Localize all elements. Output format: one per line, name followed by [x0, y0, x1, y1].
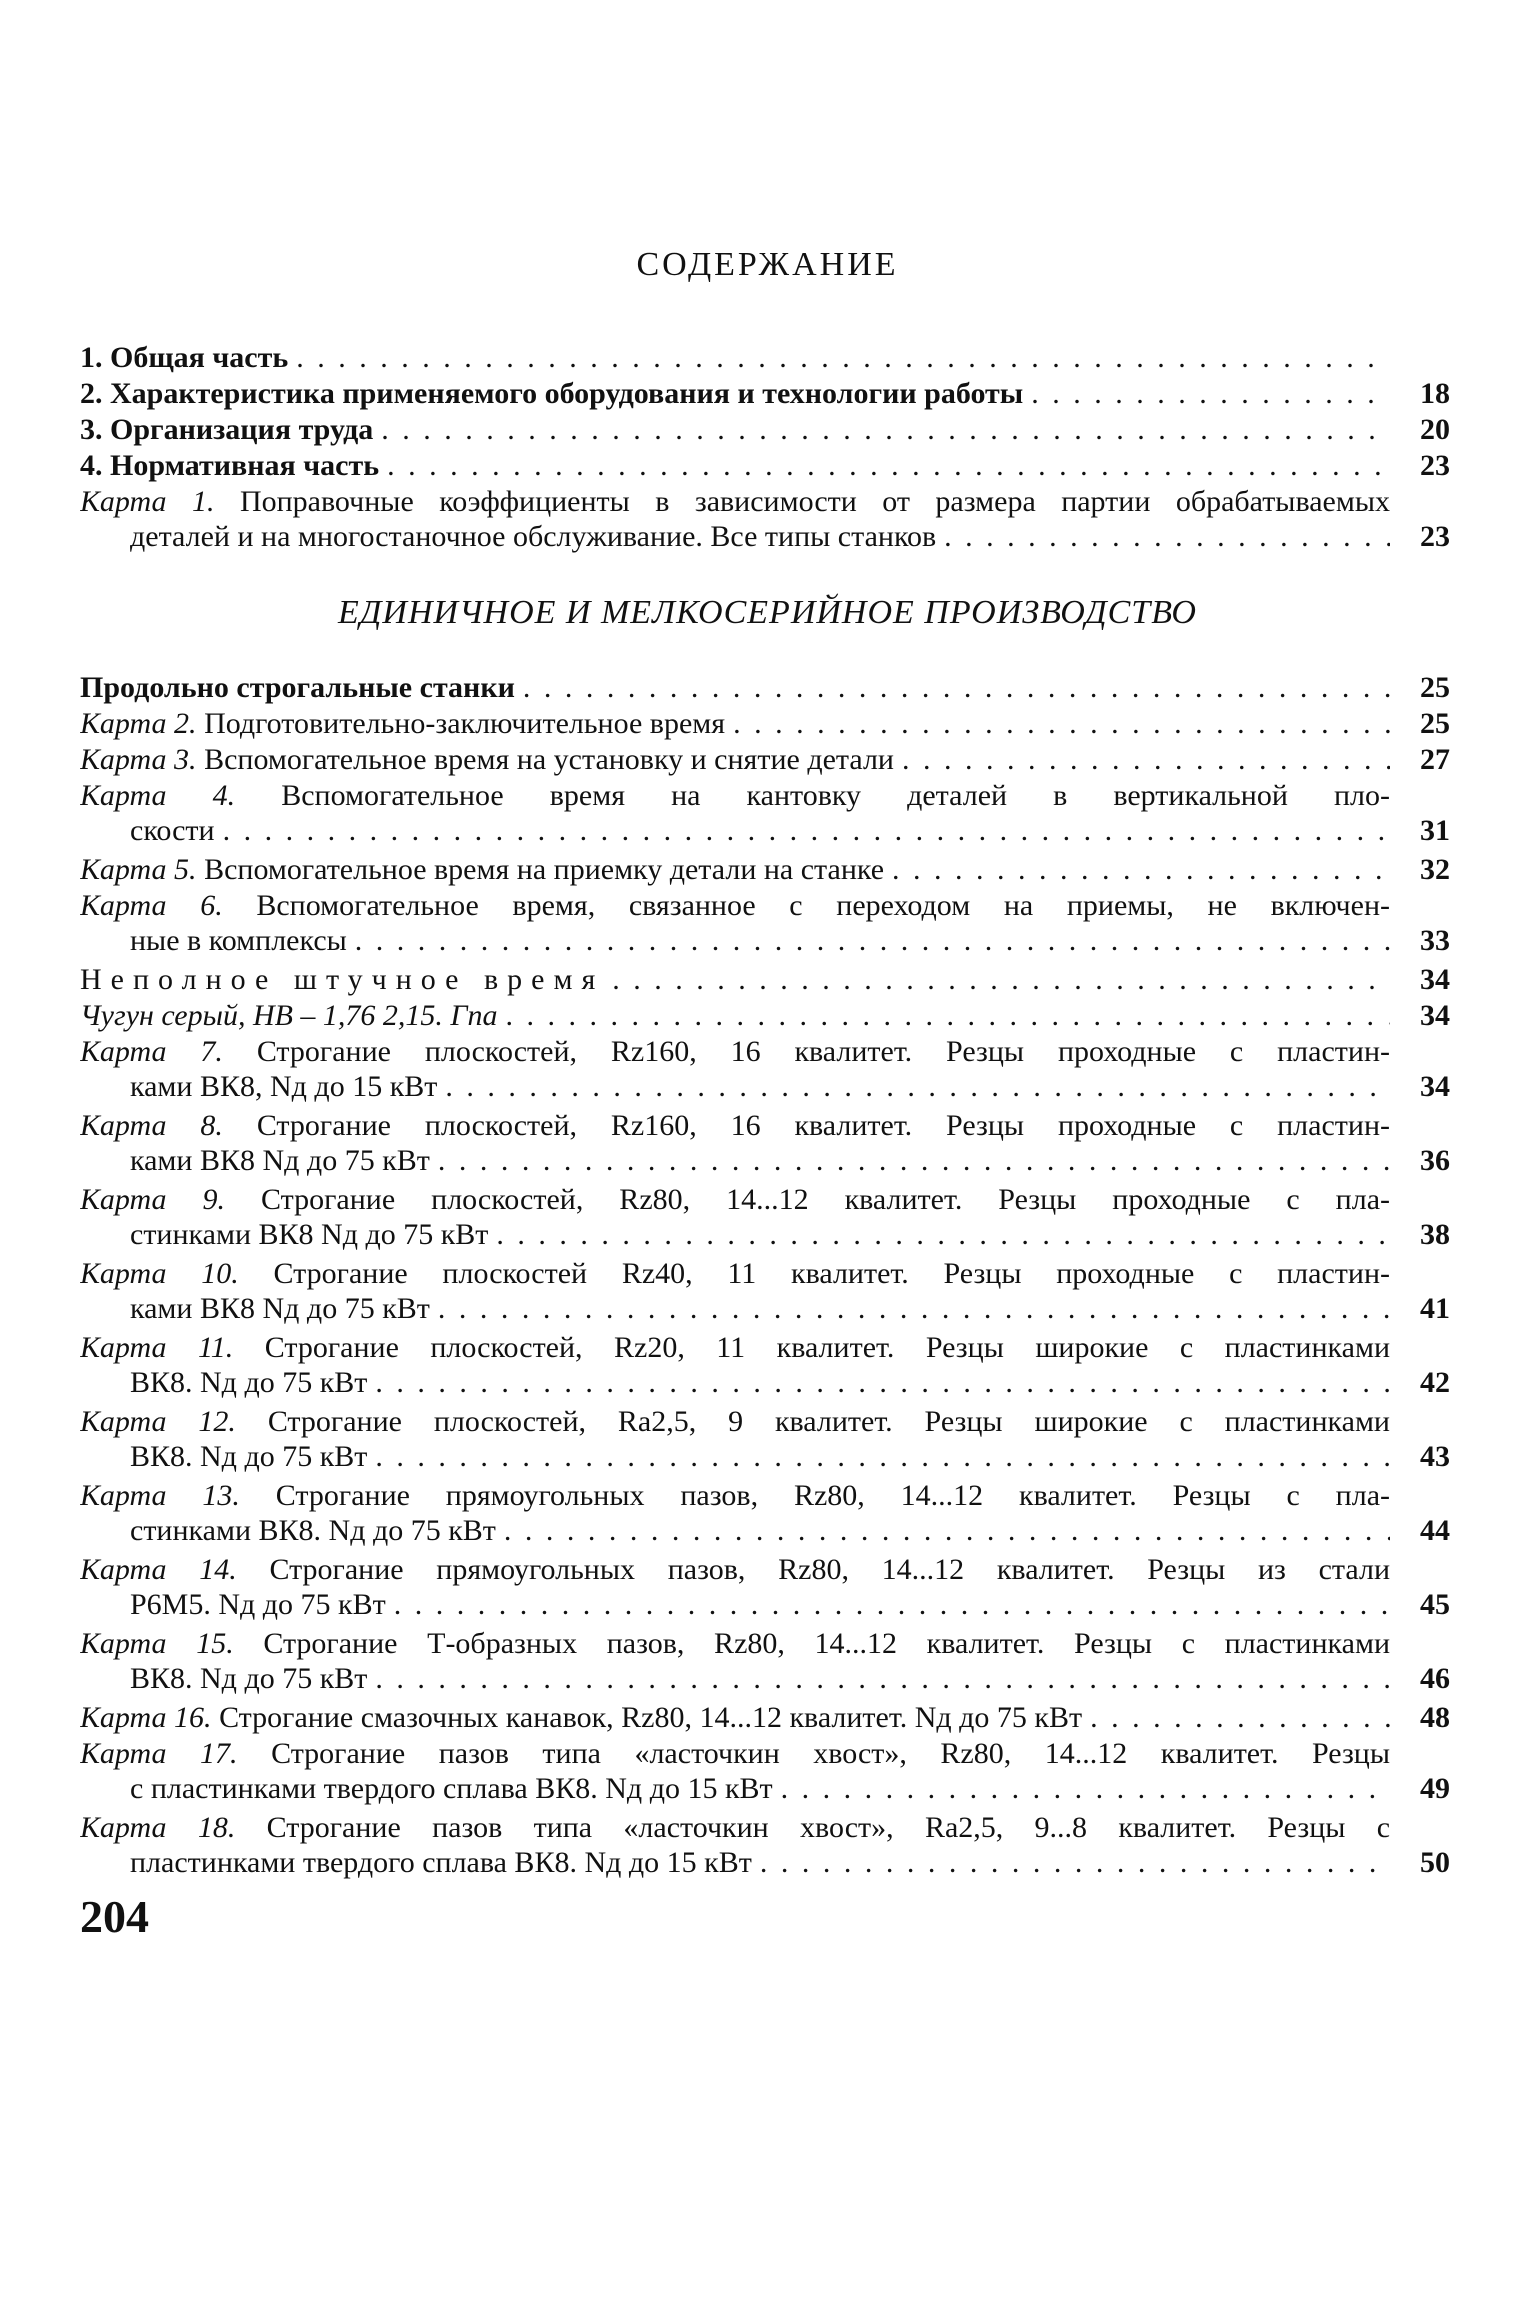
toc-leader-dots	[347, 923, 1390, 958]
toc-entry-title: Строгание плоскостей, Rz160, 16 квалитет. Резцы проходные с пластин-	[256, 1035, 1390, 1068]
toc-entry	[80, 1552, 1450, 1622]
toc-entry	[80, 1108, 1450, 1178]
toc-entry-text	[80, 1108, 1450, 1178]
toc-entry	[80, 412, 1450, 447]
toc-entry-title: Строгание Т-образных пазов, Rz80, 14...12 квалитет. Резцы с пластинками	[263, 1627, 1390, 1660]
toc-page-number: 41	[1420, 1292, 1450, 1325]
toc-leader-dots	[437, 1069, 1390, 1104]
toc-page-number: 23	[1420, 449, 1450, 482]
toc-entry	[80, 888, 1450, 958]
toc-leader-dots	[496, 1513, 1390, 1548]
toc-entry-title: ками ВК8 Nд до 75 кВт	[130, 1144, 430, 1177]
toc-entry-title: Строгание плоскостей, Rz160, 16 квалитет. Резцы проходные с пластин-	[256, 1109, 1390, 1142]
toc-entry-title: Строгание пазов типа «ласточкин хвост», Rz80, 14...12 квалитет. Резцы	[271, 1737, 1391, 1770]
toc-entry-title: пластинками твердого сплава ВК8. Nд до 15 кВт	[130, 1846, 752, 1879]
toc-entry-title: Строгание плоскостей, Rz80, 14...12 квалитет. Резцы проходные с пла-	[261, 1183, 1390, 1216]
toc-entry-title: Вспомогательное время на кантовку деталей в вертикальной пло-	[281, 779, 1391, 812]
toc-entry-text	[80, 448, 1450, 483]
toc-entry-text	[80, 998, 1450, 1033]
toc-page-number: 34	[1420, 999, 1450, 1032]
toc-entry	[80, 1700, 1450, 1735]
toc-entry-text	[80, 1810, 1450, 1880]
toc-entry-title: деталей и на многостаночное обслуживание. Все типы станков	[130, 520, 937, 553]
toc-entry-text	[80, 670, 1450, 705]
toc-entry-title: Подготовительно-заключительное время	[204, 707, 726, 740]
toc-page-number: 23	[1420, 520, 1450, 553]
toc-page-number: 46	[1420, 1662, 1450, 1695]
toc-entry-text	[80, 1034, 1450, 1104]
page-title: СОДЕРЖАНИЕ	[636, 246, 899, 283]
toc-entry-label: Карта 3.	[80, 743, 197, 776]
toc-entry	[80, 1626, 1450, 1696]
toc-entry-title: Вспомогательное время на приемку детали на станке	[204, 853, 885, 886]
toc-page-number: 32	[1420, 853, 1450, 886]
toc-entry-title: ками ВК8 Nд до 75 кВт	[130, 1292, 430, 1325]
toc-page-number: 25	[1420, 671, 1450, 704]
toc-page-number: 49	[1420, 1772, 1450, 1805]
toc-page-number: 34	[1420, 1070, 1450, 1103]
toc-entry-text	[80, 706, 1450, 741]
toc-page-number: 48	[1420, 1701, 1450, 1734]
toc-entry	[80, 448, 1450, 483]
toc-entry-title: стинками ВК8. Nд до 75 кВт	[130, 1514, 496, 1547]
toc-entry	[80, 852, 1450, 887]
toc-entry-label: Карта 8.	[80, 1109, 223, 1142]
toc-entry	[80, 1182, 1450, 1252]
toc-entry	[80, 1330, 1450, 1400]
toc-leader-dots	[515, 670, 1390, 705]
toc-leader-dots	[488, 1217, 1390, 1252]
toc-entry	[80, 706, 1450, 741]
toc-entry-title: Строгание плоскостей Rz40, 11 квалитет. Резцы проходные с пластин-	[273, 1257, 1390, 1290]
toc-entry	[80, 962, 1450, 997]
toc-entry-label: Карта 10.	[80, 1257, 239, 1290]
toc-entry-title: ками ВК8, Nд до 15 кВт	[130, 1070, 438, 1103]
toc-leader-dots	[604, 962, 1390, 997]
toc-entry-title: Вспомогательное время на установку и снятие детали	[204, 743, 894, 776]
toc-entry-label: Карта 5.	[80, 853, 197, 886]
toc-page-number: 38	[1420, 1218, 1450, 1251]
toc-entry-title: Строгание плоскостей, Rz20, 11 квалитет. Резцы широкие с пластинками	[264, 1331, 1391, 1364]
toc-page-number: 31	[1420, 814, 1450, 847]
toc-production	[80, 670, 1450, 1884]
toc-entry-title: с пластинками твердого сплава ВК8. Nд до 15 кВт	[130, 1772, 773, 1805]
toc-entry-text	[80, 1736, 1450, 1806]
toc-entry	[80, 1478, 1450, 1548]
toc-entry-title: 3. Организация труда	[80, 413, 374, 446]
toc-entry	[80, 1256, 1450, 1326]
toc-leader-dots	[773, 1771, 1390, 1806]
toc-entry	[80, 1736, 1450, 1806]
toc-leader-dots	[936, 519, 1390, 554]
toc-page-number: 42	[1420, 1366, 1450, 1399]
toc-page-number: 18	[1420, 377, 1450, 410]
toc-page-number: 33	[1420, 924, 1450, 957]
section-title: ЕДИНИЧНОЕ И МЕЛКОСЕРИЙНОЕ ПРОИЗВОДСТВО	[338, 594, 1197, 631]
toc-entry-label: Карта 6.	[80, 889, 223, 922]
toc-leader-dots	[379, 448, 1390, 483]
toc-leader-dots	[725, 706, 1390, 741]
toc-entry-text	[80, 1182, 1450, 1252]
toc-entry-title: Неполное штучное время	[80, 963, 605, 996]
toc-entry-text	[80, 376, 1450, 411]
toc-entry-text	[80, 1404, 1450, 1474]
toc-entry	[80, 1404, 1450, 1474]
toc-entry-label: Карта 17.	[80, 1737, 238, 1770]
toc-page-number: 50	[1420, 1846, 1450, 1879]
toc-entry	[80, 376, 1450, 411]
toc-entry-text	[80, 340, 1450, 375]
toc-entry-label: Карта 18.	[80, 1811, 236, 1844]
toc-entry-label: Карта 11.	[80, 1331, 234, 1364]
toc-entry-label: Карта 15.	[80, 1627, 234, 1660]
toc-entry-label: Карта 1.	[80, 485, 215, 518]
toc-leader-dots	[288, 340, 1390, 375]
toc-entry-label: Карта 9.	[80, 1183, 226, 1216]
toc-entry-text	[80, 412, 1450, 447]
toc-entry-label: Карта 14.	[80, 1553, 237, 1586]
toc-leader-dots	[1023, 376, 1390, 411]
toc-entry-title: ные в комплексы	[130, 924, 347, 957]
toc-entry-text	[80, 1626, 1450, 1696]
toc-entry-text	[80, 1552, 1450, 1622]
toc-entry-text	[80, 888, 1450, 958]
toc-page-number: 36	[1420, 1144, 1450, 1177]
toc-entry-title: 1. Общая часть	[80, 341, 289, 374]
toc-entry-title: Строгание смазочных канавок, Rz80, 14...12 квалитет. Nд до 75 кВт	[219, 1701, 1083, 1734]
toc-entry-label: Карта 16.	[80, 1701, 212, 1734]
toc-leader-dots	[367, 1365, 1390, 1400]
toc-entry-text	[80, 962, 1450, 997]
toc-leader-dots	[373, 412, 1390, 447]
toc-entry-text	[80, 742, 1450, 777]
toc-page-number: 27	[1420, 743, 1450, 776]
toc-entry	[80, 778, 1450, 848]
toc-leader-dots	[430, 1143, 1390, 1178]
toc-entry	[80, 340, 1450, 375]
toc-entry-text	[80, 484, 1450, 554]
toc-entry-title: Р6М5. Nд до 75 кВт	[130, 1588, 386, 1621]
toc-leader-dots	[367, 1439, 1390, 1474]
toc-page-number: 44	[1420, 1514, 1450, 1547]
toc-entry-title: стинками ВК8 Nд до 75 кВт	[130, 1218, 489, 1251]
toc-entry-text	[80, 1478, 1450, 1548]
toc-page-number: 20	[1420, 413, 1450, 446]
toc-entry-label: Чугун серый, НВ – 1,76 2,15. Гпа	[80, 999, 498, 1032]
toc-entry-title: Строгание плоскостей, Ra2,5, 9 квалитет. Резцы широкие с пластинками	[267, 1405, 1390, 1438]
toc-entry-label: Карта 13.	[80, 1479, 240, 1512]
toc-entry-label: Карта 7.	[80, 1035, 223, 1068]
toc-page-number: 45	[1420, 1588, 1450, 1621]
toc-leader-dots	[430, 1291, 1390, 1326]
toc-leader-dots	[884, 852, 1390, 887]
toc-page-number: 34	[1420, 963, 1450, 996]
page-number: 204	[80, 1891, 149, 1942]
toc-entry-title: ВК8. Nд до 75 кВт	[130, 1366, 368, 1399]
toc-leader-dots	[498, 998, 1391, 1033]
toc-entry-text	[80, 1256, 1450, 1326]
toc-entry	[80, 670, 1450, 705]
toc-entry-label: Карта 2.	[80, 707, 197, 740]
toc-entry-title: 2. Характеристика применяемого оборудования и технологии работы	[80, 377, 1024, 410]
toc-entry-text	[80, 852, 1450, 887]
toc-entry-title: скости	[130, 814, 215, 847]
toc-entry-title: ВК8. Nд до 75 кВт	[130, 1662, 368, 1695]
toc-entry-title: 4. Нормативная часть	[80, 449, 380, 482]
toc-entry-text	[80, 1330, 1450, 1400]
toc-entry-title: ВК8. Nд до 75 кВт	[130, 1440, 368, 1473]
toc-leader-dots	[894, 742, 1390, 777]
toc-page-number: 43	[1420, 1440, 1450, 1473]
toc-entry-text	[80, 778, 1450, 848]
toc-entry-label: Карта 4.	[80, 779, 236, 812]
toc-entry	[80, 1034, 1450, 1104]
toc-leader-dots	[367, 1661, 1390, 1696]
toc-entry-title: Поправочные коэффициенты в зависимости от размера партии обрабатываемых	[239, 485, 1391, 518]
toc-entry	[80, 998, 1450, 1033]
toc-leader-dots	[1082, 1700, 1390, 1735]
toc-page-number: 25	[1420, 707, 1450, 740]
toc-entry	[80, 484, 1450, 554]
toc-entry	[80, 1810, 1450, 1880]
toc-entry-title: Строгание прямоугольных пазов, Rz80, 14...12 квалитет. Резцы из стали	[269, 1553, 1390, 1586]
toc-entry-title: Продольно строгальные станки	[80, 671, 515, 704]
toc-entry-title: Вспомогательное время, связанное с переходом на приемы, не включен-	[256, 889, 1390, 922]
toc-entry-text	[80, 1700, 1450, 1735]
toc-entry-title: Строгание прямоугольных пазов, Rz80, 14...12 квалитет. Резцы с пла-	[275, 1479, 1390, 1512]
toc-leader-dots	[215, 813, 1390, 848]
toc-entry	[80, 742, 1450, 777]
toc-entry-label: Карта 12.	[80, 1405, 236, 1438]
toc-leader-dots	[752, 1845, 1390, 1880]
toc-general	[80, 340, 1450, 558]
toc-leader-dots	[386, 1587, 1390, 1622]
toc-entry-title: Строгание пазов типа «ласточкин хвост», Ra2,5, 9...8 квалитет. Резцы с	[266, 1811, 1391, 1844]
